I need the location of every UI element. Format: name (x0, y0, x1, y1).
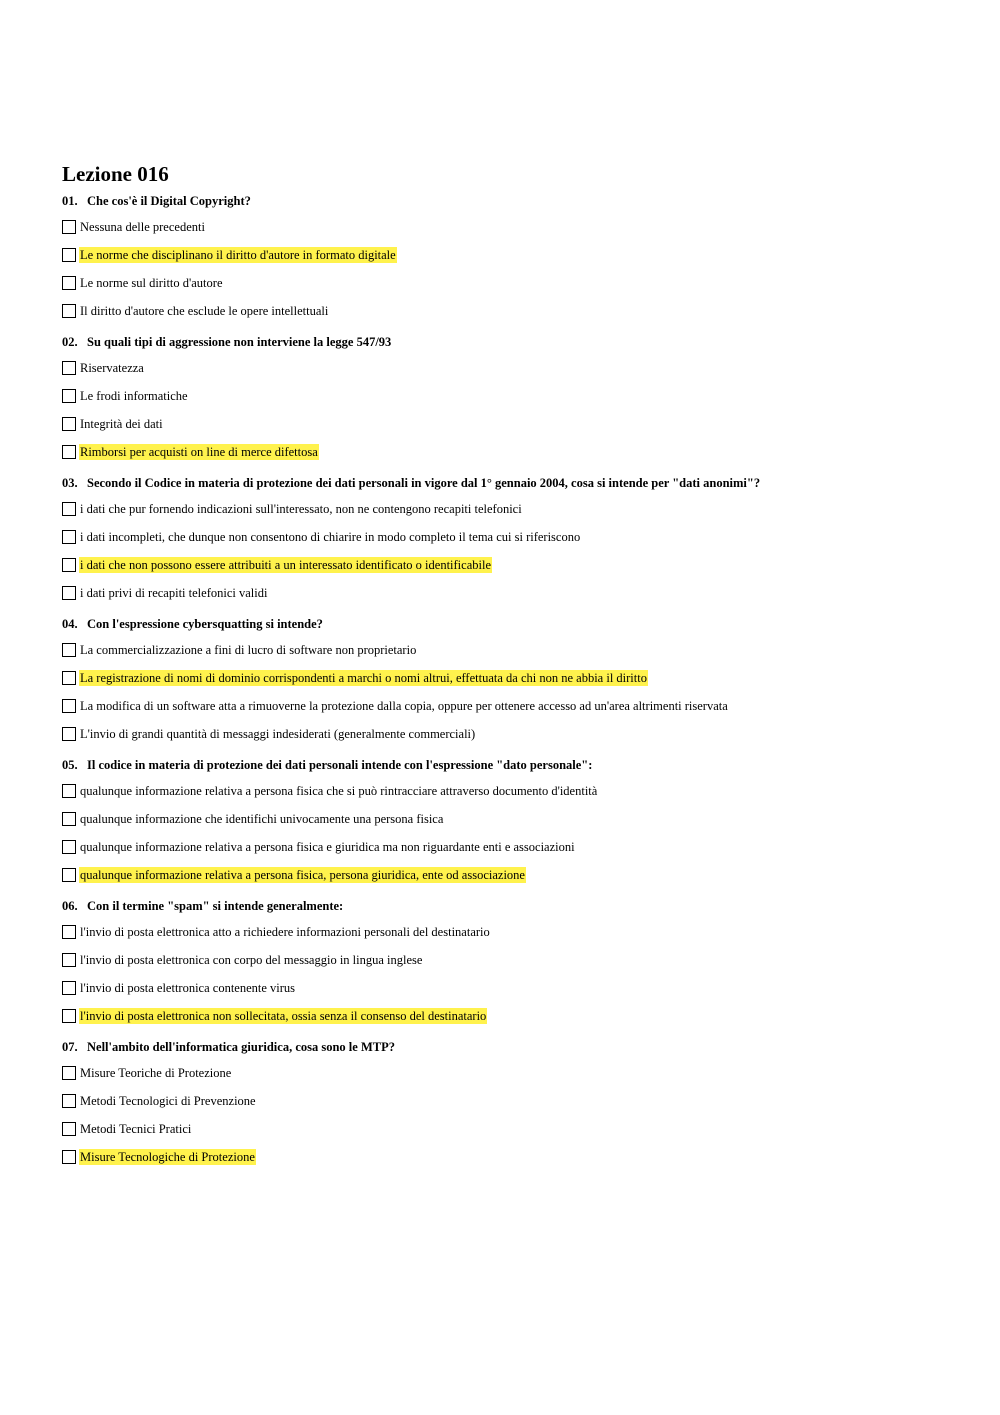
question-label: Che cos'è il Digital Copyright? (87, 194, 251, 208)
answer-text: Il diritto d'autore che esclude le opere intellettuali (80, 304, 329, 318)
answer-checkbox[interactable] (62, 643, 76, 657)
answer-option[interactable] (62, 387, 962, 405)
answer-option[interactable] (62, 979, 962, 997)
answer-text: Le frodi informatiche (80, 389, 188, 403)
question-block (62, 615, 962, 743)
answer-text: qualunque informazione relativa a persona fisica e giuridica ma non riguardante enti e associazioni (80, 840, 575, 854)
answer-text: Metodi Tecnici Pratici (80, 1122, 192, 1136)
answer-option[interactable] (62, 500, 962, 518)
answer-text: Nessuna delle precedenti (80, 220, 205, 234)
question-block (62, 756, 962, 884)
answer-checkbox[interactable] (62, 727, 76, 741)
answer-checkbox[interactable] (62, 784, 76, 798)
question-text (62, 615, 962, 633)
question-label: Secondo il Codice in materia di protezione dei dati personali in vigore dal 1° gennaio 2004, cosa si intende per "dati anonimi"? (87, 476, 761, 490)
question-text (62, 192, 962, 210)
question-text (62, 897, 962, 915)
question-label: Il codice in materia di protezione dei dati personali intende con l'espressione "dato personale": (87, 758, 593, 772)
answer-text: Integrità dei dati (80, 417, 163, 431)
answer-option[interactable] (62, 1092, 962, 1110)
answer-text: qualunque informazione relativa a persona fisica che si può rintracciare attraverso documento d'identità (80, 784, 598, 798)
answer-checkbox[interactable] (62, 220, 76, 234)
answer-checkbox[interactable] (62, 502, 76, 516)
question-block (62, 897, 962, 1025)
answer-text: qualunque informazione che identifichi univocamente una persona fisica (80, 812, 444, 826)
answer-option[interactable] (62, 302, 962, 320)
answer-option[interactable] (62, 584, 962, 602)
question-label: Nell'ambito dell'informatica giuridica, cosa sono le MTP? (87, 1040, 395, 1054)
question-text (62, 333, 962, 351)
answer-option[interactable] (62, 697, 962, 715)
answer-checkbox[interactable] (62, 1009, 76, 1023)
answer-text: qualunque informazione relativa a persona fisica, persona giuridica, ente od associazione (80, 868, 525, 882)
answer-option[interactable] (62, 1007, 962, 1025)
question-number: 03. (62, 476, 78, 490)
quiz-page (62, 160, 962, 1179)
lesson-title: Lezione 016 (62, 162, 169, 186)
answer-text: l'invio di posta elettronica atto a richiedere informazioni personali del destinatario (80, 925, 490, 939)
answer-checkbox[interactable] (62, 699, 76, 713)
answer-text: l'invio di posta elettronica contenente virus (80, 981, 296, 995)
answer-checkbox[interactable] (62, 812, 76, 826)
question-number: 01. (62, 194, 78, 208)
answer-option[interactable] (62, 838, 962, 856)
answer-text: Le norme sul diritto d'autore (80, 276, 223, 290)
question-block (62, 1038, 962, 1166)
answer-text: Rimborsi per acquisti on line di merce difettosa (80, 445, 318, 459)
question-text (62, 474, 962, 492)
question-number: 02. (62, 335, 78, 349)
answer-checkbox[interactable] (62, 840, 76, 854)
answer-text: Riservatezza (80, 361, 144, 375)
answer-checkbox[interactable] (62, 953, 76, 967)
answer-checkbox[interactable] (62, 417, 76, 431)
answer-text: i dati che non possono essere attribuiti a un interessato identificato o identificabile (80, 558, 491, 572)
answer-checkbox[interactable] (62, 586, 76, 600)
answer-checkbox[interactable] (62, 530, 76, 544)
question-number: 05. (62, 758, 78, 772)
answer-option[interactable] (62, 669, 962, 687)
question-text (62, 756, 962, 774)
answer-text: La registrazione di nomi di dominio corrispondenti a marchi o nomi altrui, effettuata da chi non ne abbia il diritto (80, 671, 647, 685)
answer-text: i dati che pur fornendo indicazioni sull'interessato, non ne contengono recapiti telefonici (80, 502, 522, 516)
answer-text: Le norme che disciplinano il diritto d'autore in formato digitale (80, 248, 396, 262)
answer-option[interactable] (62, 782, 962, 800)
question-number: 07. (62, 1040, 78, 1054)
question-label: Con il termine "spam" si intende generalmente: (87, 899, 344, 913)
answer-option[interactable] (62, 274, 962, 292)
answer-option[interactable] (62, 443, 962, 461)
answer-option[interactable] (62, 725, 962, 743)
answer-option[interactable] (62, 923, 962, 941)
answer-checkbox[interactable] (62, 868, 76, 882)
answer-text: l'invio di posta elettronica con corpo del messaggio in lingua inglese (80, 953, 423, 967)
answer-text: Metodi Tecnologici di Prevenzione (80, 1094, 256, 1108)
answer-option[interactable] (62, 359, 962, 377)
question-block (62, 474, 962, 602)
answer-text: L'invio di grandi quantità di messaggi indesiderati (generalmente commerciali) (80, 727, 476, 741)
answer-text: Misure Tecnologiche di Protezione (80, 1150, 255, 1164)
answer-option[interactable] (62, 866, 962, 884)
question-number: 06. (62, 899, 78, 913)
question-label: Su quali tipi di aggressione non interviene la legge 547/93 (87, 335, 392, 349)
answer-checkbox[interactable] (62, 1066, 76, 1080)
answer-option[interactable] (62, 951, 962, 969)
answer-text: Misure Teoriche di Protezione (80, 1066, 232, 1080)
answer-checkbox[interactable] (62, 276, 76, 290)
answer-checkbox[interactable] (62, 361, 76, 375)
answer-option[interactable] (62, 218, 962, 236)
answer-option[interactable] (62, 1064, 962, 1082)
answer-option[interactable] (62, 556, 962, 574)
question-text (62, 1038, 962, 1056)
answer-option[interactable] (62, 246, 962, 264)
question-label: Con l'espressione cybersquatting si intende? (87, 617, 323, 631)
answer-text: l'invio di posta elettronica non sollecitata, ossia senza il consenso del destinatario (80, 1009, 487, 1023)
answer-checkbox[interactable] (62, 558, 76, 572)
answer-checkbox[interactable] (62, 445, 76, 459)
answer-checkbox[interactable] (62, 304, 76, 318)
answer-checkbox[interactable] (62, 925, 76, 939)
answer-checkbox[interactable] (62, 1094, 76, 1108)
answer-checkbox[interactable] (62, 1122, 76, 1136)
answer-checkbox[interactable] (62, 981, 76, 995)
question-block (62, 333, 962, 461)
answer-option[interactable] (62, 641, 962, 659)
question-list (62, 192, 962, 1166)
question-block (62, 192, 962, 320)
answer-checkbox[interactable] (62, 1150, 76, 1164)
answer-text: La modifica di un software atta a rimuoverne la protezione dalla copia, oppure per ottenere accesso ad un'area altrimenti riservata (80, 699, 728, 713)
answer-option[interactable] (62, 1120, 962, 1138)
answer-checkbox[interactable] (62, 248, 76, 262)
answer-checkbox[interactable] (62, 671, 76, 685)
answer-text: i dati privi di recapiti telefonici validi (80, 586, 268, 600)
answer-checkbox[interactable] (62, 389, 76, 403)
question-number: 04. (62, 617, 78, 631)
answer-option[interactable] (62, 1148, 962, 1166)
answer-text: i dati incompleti, che dunque non consentono di chiarire in modo completo il tema cui si riferiscono (80, 530, 581, 544)
answer-option[interactable] (62, 415, 962, 433)
answer-option[interactable] (62, 528, 962, 546)
answer-option[interactable] (62, 810, 962, 828)
answer-text: La commercializzazione a fini di lucro di software non proprietario (80, 643, 417, 657)
